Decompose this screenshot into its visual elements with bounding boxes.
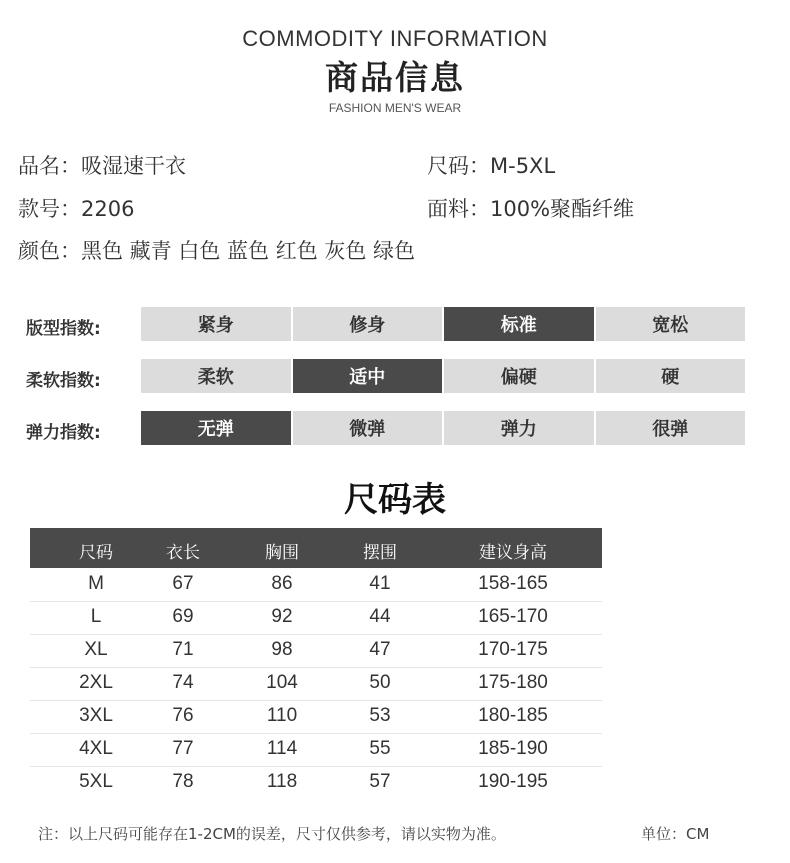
cell-chest: 98 — [271, 639, 293, 660]
header-cell-chest: 胸围 — [265, 543, 299, 563]
cell-length: 78 — [172, 771, 194, 792]
elasticity-index-scale — [141, 411, 745, 445]
fit-option: 紧身 — [141, 307, 291, 341]
table-row — [30, 733, 602, 767]
header-subtitle: FASHION MEN'S WEAR — [328, 101, 462, 115]
cell-height: 180-185 — [478, 705, 548, 726]
cell-height: 185-190 — [478, 738, 548, 759]
cell-size: M — [88, 573, 104, 594]
cell-height: 170-175 — [478, 639, 548, 660]
cell-height: 175-180 — [478, 672, 548, 693]
cell-length: 71 — [172, 639, 194, 660]
cell-hem: 55 — [369, 738, 391, 759]
cell-chest: 110 — [266, 705, 298, 726]
product-fabric: 面料：100%聚酯纤维 — [427, 197, 635, 221]
fit-index-scale — [141, 307, 745, 341]
cell-length: 76 — [172, 705, 194, 726]
elasticity-option: 很弹 — [596, 411, 746, 445]
softness-option: 偏硬 — [444, 359, 594, 393]
cell-length: 67 — [172, 573, 194, 594]
cell-size: 2XL — [79, 672, 113, 693]
header-cell-size: 尺码 — [79, 543, 113, 563]
softness-option: 硬 — [596, 359, 746, 393]
softness-index-scale — [141, 359, 745, 393]
cell-height: 190-195 — [478, 771, 548, 792]
cell-size: 3XL — [79, 705, 113, 726]
cell-hem: 47 — [369, 639, 391, 660]
fit-index-label: 版型指数: — [26, 319, 101, 339]
product-style-no: 款号：2206 — [18, 197, 135, 221]
softness-option: 适中 — [293, 359, 443, 393]
table-row — [30, 634, 602, 668]
header-cell-hem: 摆围 — [363, 543, 397, 563]
cell-height: 158-165 — [478, 573, 548, 594]
cell-chest: 104 — [266, 672, 298, 693]
softness-index-label: 柔软指数: — [26, 371, 101, 391]
cell-hem: 41 — [369, 573, 391, 594]
size-table-title: 尺码表 — [344, 480, 446, 520]
fit-option: 标准 — [444, 307, 594, 341]
table-row — [30, 601, 602, 635]
table-row — [30, 667, 602, 701]
size-table-header — [30, 528, 602, 568]
product-size-range: 尺码：M-5XL — [427, 154, 556, 178]
cell-length: 69 — [172, 606, 194, 627]
cell-height: 165-170 — [478, 606, 548, 627]
elasticity-option: 无弹 — [141, 411, 291, 445]
header-title-en: COMMODITY INFORMATION — [242, 26, 548, 51]
cell-hem: 57 — [369, 771, 391, 792]
fit-option: 宽松 — [596, 307, 746, 341]
cell-chest: 118 — [266, 771, 298, 792]
cell-length: 77 — [172, 738, 194, 759]
elasticity-option: 弹力 — [444, 411, 594, 445]
cell-hem: 44 — [369, 606, 391, 627]
header-title-cn: 商品信息 — [325, 58, 465, 97]
elasticity-index-label: 弹力指数: — [26, 423, 101, 443]
cell-size: L — [90, 606, 102, 627]
fit-option: 修身 — [293, 307, 443, 341]
cell-size: XL — [84, 639, 108, 660]
softness-option: 柔软 — [141, 359, 291, 393]
header-cell-height: 建议身高 — [479, 543, 547, 563]
product-colors: 颜色：黑色 藏青 白色 蓝色 红色 灰色 绿色 — [18, 239, 416, 263]
elasticity-option: 微弹 — [293, 411, 443, 445]
cell-size: 5XL — [79, 771, 113, 792]
cell-chest: 114 — [266, 738, 298, 759]
table-row — [30, 766, 602, 799]
cell-chest: 86 — [271, 573, 293, 594]
cell-hem: 53 — [369, 705, 391, 726]
cell-length: 74 — [172, 672, 194, 693]
header-cell-length: 衣长 — [166, 543, 200, 563]
table-row — [30, 700, 602, 734]
cell-chest: 92 — [271, 606, 293, 627]
cell-size: 4XL — [79, 738, 113, 759]
product-name: 品名：吸湿速干衣 — [18, 154, 186, 178]
unit-label: 单位：CM — [641, 825, 710, 843]
cell-hem: 50 — [369, 672, 391, 693]
size-disclaimer-note: 注：以上尺码可能存在1-2CM的误差，尺寸仅供参考，请以实物为准。 — [38, 825, 506, 843]
table-row — [30, 568, 602, 602]
